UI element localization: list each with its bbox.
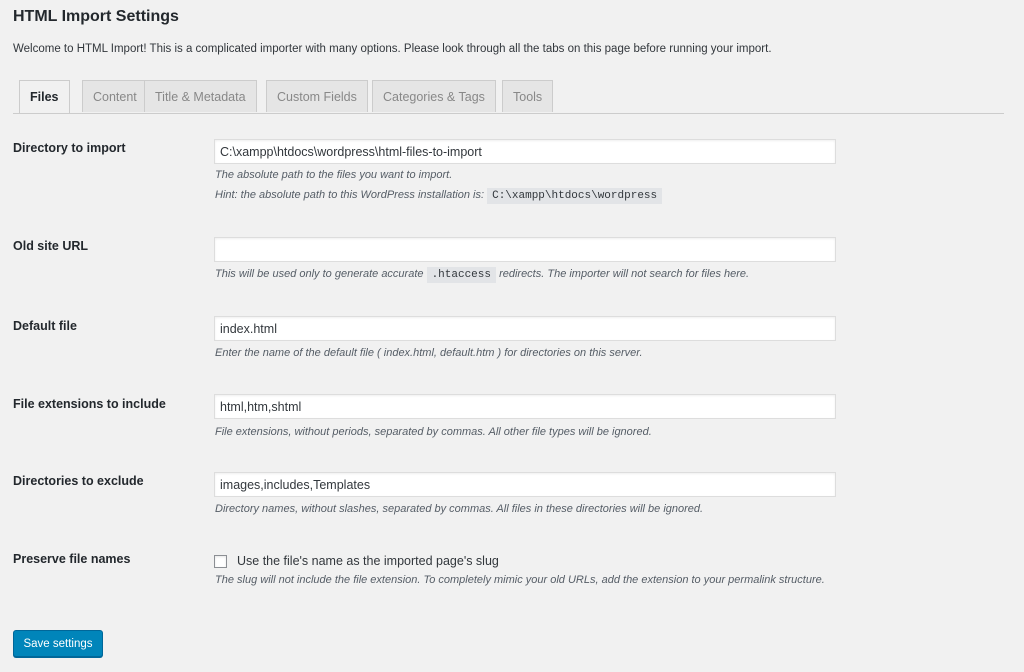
exclude-desc: Directory names, without slashes, separated by commas. All files in these directories will be ignored.	[215, 503, 704, 515]
preserve-desc: The slug will not include the file extension. To completely mimic your old URLs, add the extension to your permalink structure.	[215, 574, 825, 586]
exclude-input[interactable]	[214, 472, 836, 497]
directory-hint	[215, 189, 662, 202]
tab-content[interactable]: Content	[82, 80, 148, 112]
old-url-desc-suffix: redirects. The importer will not search for files here.	[499, 268, 750, 280]
preserve-checkbox[interactable]	[214, 555, 227, 568]
extensions-label: File extensions to include	[13, 397, 166, 411]
default-file-desc: Enter the name of the default file ( index.html, default.htm ) for directories on this server.	[215, 347, 643, 359]
tab-tools[interactable]: Tools	[502, 80, 553, 112]
directory-input[interactable]	[214, 139, 836, 164]
default-file-input[interactable]	[214, 316, 836, 341]
old-url-desc-prefix: This will be used only to generate accurate	[215, 268, 424, 280]
save-settings-button[interactable]: Save settings	[13, 630, 103, 657]
tab-custom-fields[interactable]: Custom Fields	[266, 80, 368, 112]
extensions-desc: File extensions, without periods, separated by commas. All other file types will be ignored.	[215, 426, 652, 438]
directory-label: Directory to import	[13, 141, 126, 155]
exclude-label: Directories to exclude	[13, 474, 144, 488]
tab-title-metadata[interactable]: Title & Metadata	[144, 80, 257, 112]
tab-categories-tags[interactable]: Categories & Tags	[372, 80, 496, 112]
old-url-label: Old site URL	[13, 239, 89, 253]
directory-hint-text: Hint: the absolute path to this WordPress installation is:	[215, 189, 485, 201]
extensions-input[interactable]	[214, 394, 836, 419]
intro-text: Welcome to HTML Import! This is a complicated importer with many options. Please look through all the tabs on this page before running your import.	[13, 43, 772, 55]
preserve-checkbox-label[interactable]: Use the file's name as the imported page's slug	[237, 554, 499, 568]
preserve-label: Preserve file names	[13, 552, 131, 566]
htaccess-code: .htaccess	[427, 267, 496, 283]
wordpress-path-code: C:\xampp\htdocs\wordpress	[487, 188, 662, 204]
tab-bar	[13, 80, 1004, 114]
old-url-input[interactable]	[214, 237, 836, 262]
directory-desc: The absolute path to the files you want to import.	[215, 169, 453, 181]
default-file-label: Default file	[13, 319, 77, 333]
page-title: HTML Import Settings	[13, 8, 179, 25]
tab-files[interactable]: Files	[19, 80, 70, 113]
old-url-desc	[215, 268, 749, 281]
